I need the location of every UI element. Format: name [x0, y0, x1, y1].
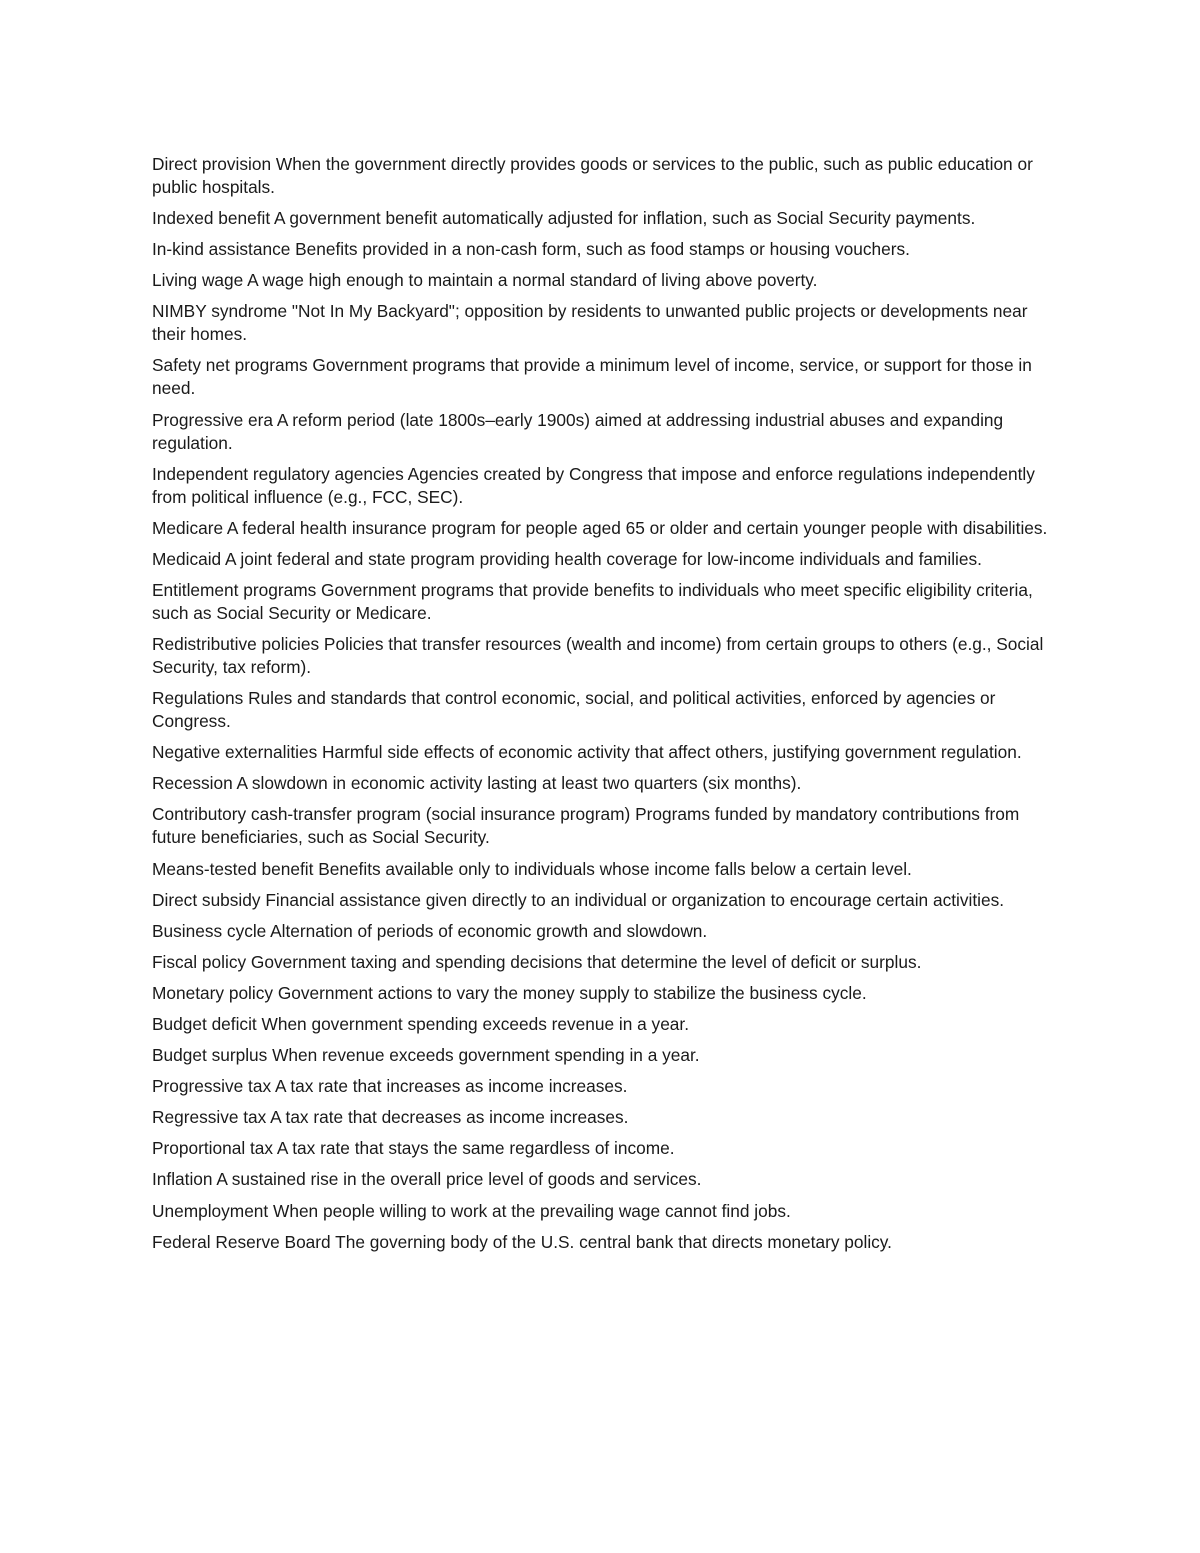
- glossary-entry-recession: Recession A slowdown in economic activity lasting at least two quarters (six months).: [152, 773, 802, 794]
- glossary-entry-budget-surplus: Budget surplus When revenue exceeds government spending in a year.: [152, 1045, 700, 1066]
- glossary-entry-federal-reserve-board: Federal Reserve Board The governing body of the U.S. central bank that directs monetary policy.: [152, 1231, 892, 1252]
- glossary-entry-medicaid: Medicaid A joint federal and state program providing health coverage for low-income individuals and families.: [152, 548, 982, 569]
- glossary-entry-progressive-tax: Progressive tax A tax rate that increases as income increases.: [152, 1076, 628, 1097]
- glossary-entry-entitlement-programs: Entitlement programs Government programs that provide benefits to individuals who meet specific eligibility criteria, such as Social Security or Medicare.: [152, 579, 1033, 623]
- glossary-entry-negative-externalities: Negative externalities Harmful side effects of economic activity that affect others, justifying government regulation.: [152, 742, 1022, 763]
- glossary-entry-proportional-tax: Proportional tax A tax rate that stays the same regardless of income.: [152, 1138, 675, 1159]
- glossary-entry-independent-regulatory-agencies: Independent regulatory agencies Agencies created by Congress that impose and enforce regulations independently from political influence (e.g., FCC, SEC).: [152, 463, 1035, 507]
- glossary-entry-direct-provision: Direct provision When the government directly provides goods or services to the public, such as public education or public hospitals.: [152, 154, 1033, 197]
- glossary-entry-contributory-cash-transfer-program: Contributory cash-transfer program (social insurance program) Programs funded by mandatory contributions from future beneficiaries, such as Social Security.: [152, 804, 1020, 848]
- document-page: [152, 153, 1062, 1262]
- glossary-entry-living-wage: Living wage A wage high enough to maintain a normal standard of living above poverty.: [152, 270, 818, 291]
- glossary-entry-fiscal-policy: Fiscal policy Government taxing and spending decisions that determine the level of deficit or surplus.: [152, 951, 922, 972]
- glossary-entry-regressive-tax: Regressive tax A tax rate that decreases as income increases.: [152, 1107, 629, 1128]
- glossary-entry-budget-deficit: Budget deficit When government spending exceeds revenue in a year.: [152, 1013, 690, 1034]
- glossary-entry-inflation: Inflation A sustained rise in the overall price level of goods and services.: [152, 1169, 702, 1190]
- glossary-entry-monetary-policy: Monetary policy Government actions to vary the money supply to stabilize the business cycle.: [152, 982, 867, 1003]
- glossary-entry-redistributive-policies: Redistributive policies Policies that transfer resources (wealth and income) from certain groups to others (e.g., Social Security, tax reform).: [152, 634, 1044, 678]
- glossary-entry-regulations: Regulations Rules and standards that control economic, social, and political activities, enforced by agencies or Congress.: [152, 688, 996, 732]
- glossary-entry-means-tested-benefit: Means-tested benefit Benefits available only to individuals whose income falls below a certain level.: [152, 858, 912, 879]
- glossary-entry-medicare: Medicare A federal health insurance program for people aged 65 or older and certain younger people with disabilities.: [152, 517, 1048, 538]
- glossary-entry-progressive-era: Progressive era A reform period (late 1800s–early 1900s) aimed at addressing industrial abuses and expanding regulation.: [152, 409, 1004, 453]
- glossary-entry-indexed-benefit: Indexed benefit A government benefit automatically adjusted for inflation, such as Social Security payments.: [152, 208, 976, 229]
- glossary-entry-nimby-syndrome: NIMBY syndrome "Not In My Backyard"; opposition by residents to unwanted public projects or developments near their homes.: [152, 301, 1028, 345]
- glossary-entry-unemployment: Unemployment When people willing to work at the prevailing wage cannot find jobs.: [152, 1200, 791, 1221]
- glossary-entry-in-kind-assistance: In-kind assistance Benefits provided in a non-cash form, such as food stamps or housing vouchers.: [152, 239, 910, 260]
- glossary-entry-direct-subsidy: Direct subsidy Financial assistance given directly to an individual or organization to encourage certain activities.: [152, 889, 1005, 910]
- glossary-entry-business-cycle: Business cycle Alternation of periods of economic growth and slowdown.: [152, 920, 708, 941]
- glossary-entry-safety-net-programs: Safety net programs Government programs that provide a minimum level of income, service, or support for those in need.: [152, 355, 1032, 399]
